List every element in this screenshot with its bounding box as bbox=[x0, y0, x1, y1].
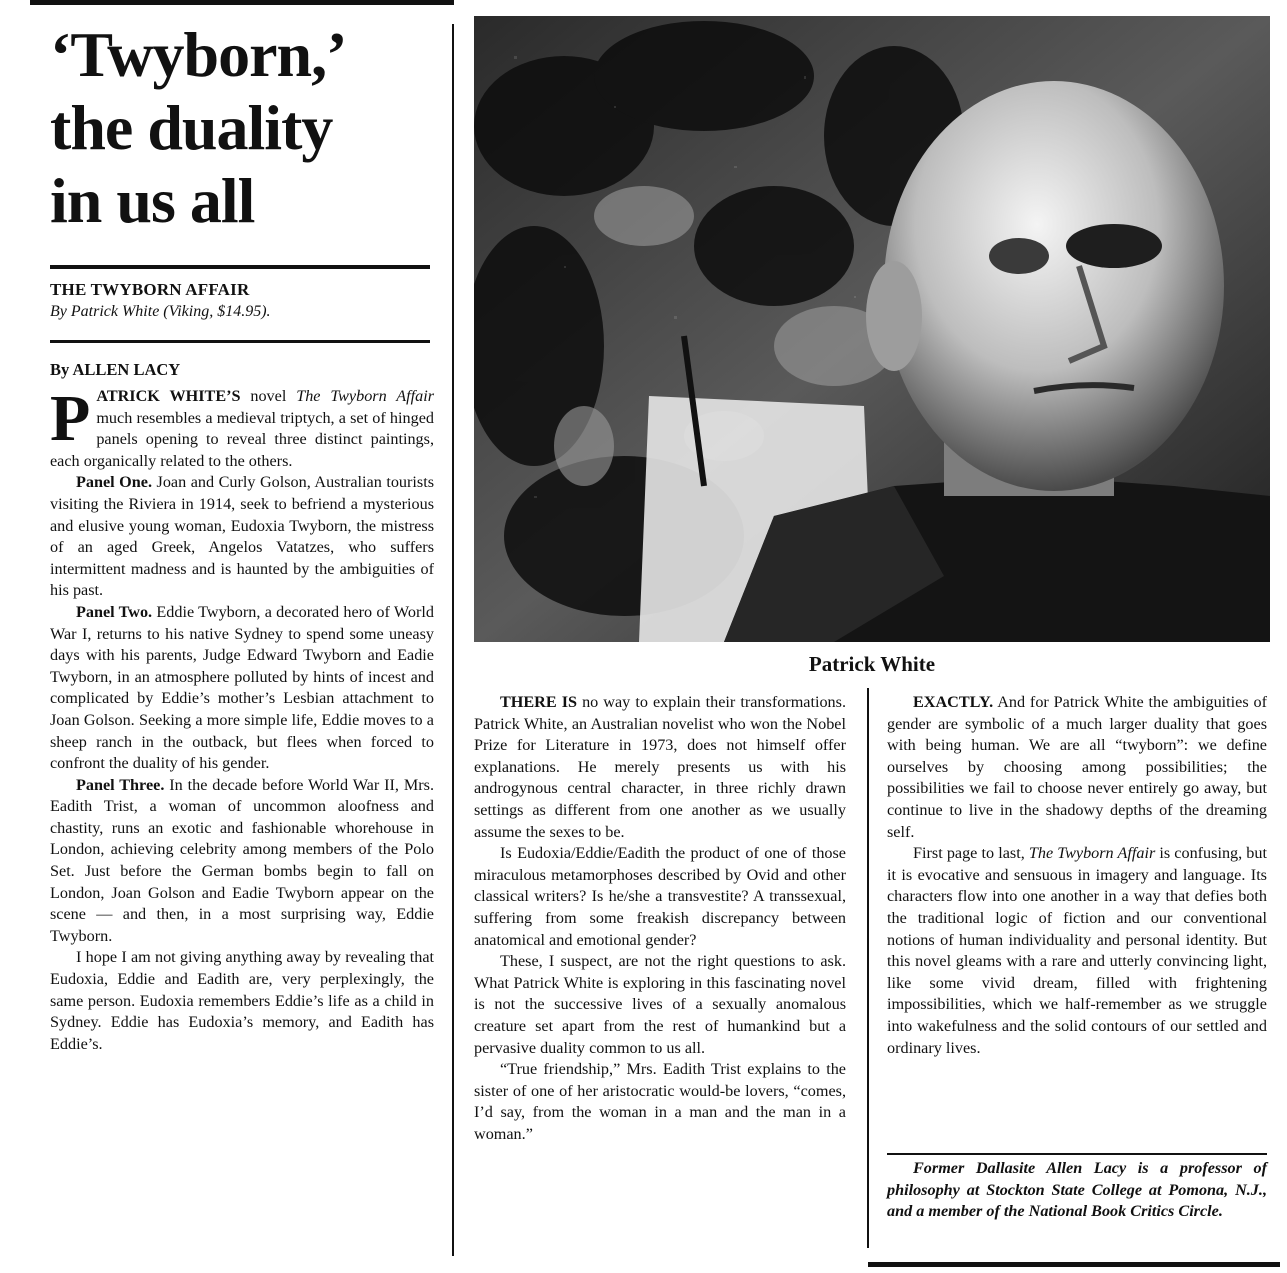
paragraph: Is Eudoxia/Eddie/Eadith the product of one of those miraculous metamorphoses described by Ovid and other classical writers? Is he/she a transvestite? A transsexual, suffering from some freakish discrepancy between anatomical and emotional gender? bbox=[474, 844, 846, 949]
paragraph: Panel Two. Eddie Twyborn, a decorated hero of World War I, returns to his native Sydney to spend some uneasy days with his parents, Judge Edward Twyborn and Eadie Twyborn, in an atmosphere polluted by hints of incest and complicated by Eddie’s mother’s Lesbian attachment to Joan Golson. Seeking a more simple life, Eddie moves to a sheep ranch in the outback, but flees when forced to confront the duality of his gender. bbox=[50, 602, 434, 773]
column-divider-right bbox=[867, 688, 869, 1248]
headline-rule bbox=[50, 265, 430, 269]
paragraph: I hope I am not giving anything away by revealing that Eudoxia, Eddie and Eadith are, very perplexingly, the same person. Eudoxia remembers Eddie’s life as a child in Sydney. Eddie has Eudoxia’s memory, and Eadith has Eddie’s. bbox=[50, 948, 434, 1053]
author-note-rule bbox=[887, 1153, 1267, 1155]
paragraph: PATRICK WHITE’S novel The Twyborn Affair much resembles a medieval triptych, a set of hinged panels opening to reveal three distinct paintings, each organically related to the others. bbox=[50, 382, 435, 470]
article-column-3 bbox=[887, 692, 1267, 1059]
headline-line-2: the duality bbox=[50, 92, 333, 163]
paragraph: These, I suspect, are not the right questions to ask. What Patrick White is exploring in this fascinating novel is not the successive lives of a sexually anomalous creature set apart from the rest of humankind but a pervasive duality common to us all. bbox=[474, 952, 846, 1057]
paragraph: First page to last, The Twyborn Affair is confusing, but it is evocative and sensuous in imagery and language. Its characters flow into one another in a way that defies both the traditional logic of fiction and our conventional notions of human individuality and personal identity. But this novel gleams with a rare and utterly convincing light, like some vivid dream, filled with frightening impossibilities, which we half-remember as we struggle into wakefulness and the solid contours of our settled and ordinary lives. bbox=[887, 844, 1267, 1057]
headline bbox=[50, 18, 450, 237]
paragraph: THERE IS no way to explain their transformations. Patrick White, an Australian novelist who won the Nobel Prize for Literature in 1973, does not himself offer explanations. He merely presents us with his androgynous central character, in three richly drawn settings as different from one another as we usually assume the sexes to be. bbox=[474, 693, 847, 841]
column-divider-left bbox=[452, 24, 454, 1256]
headline-line-3: in us all bbox=[50, 165, 255, 236]
photo-caption: Patrick White bbox=[808, 652, 936, 676]
book-byline: By Patrick White (Viking, $14.95). bbox=[50, 303, 271, 320]
paragraph: Panel Three. In the decade before World War II, Mrs. Eadith Trist, a woman of uncommon aloofness and chastity, runs an exotic and fashionable whorehouse in London, achieving celebrity among members of the Polo Set. Just before the German bombs begin to fall on London, Joan Golson and Eadie Twyborn appear on the scene — and then, in a most surprising way, Eddie Twyborn. bbox=[50, 775, 434, 945]
portrait-photo bbox=[474, 16, 1270, 642]
article-column-1 bbox=[50, 382, 435, 1055]
headline-line-1: ‘Twyborn,’ bbox=[50, 19, 347, 90]
author-byline: By ALLEN LACY bbox=[50, 360, 181, 379]
top-rule bbox=[30, 0, 454, 5]
article-column-2 bbox=[474, 692, 846, 1145]
book-info-rule bbox=[50, 340, 430, 343]
bottom-rule bbox=[868, 1262, 1280, 1267]
author-note-text: Former Dallasite Allen Lacy is a professor of philosophy at Stockton State College at Pomona, N.J., and a member of the National Book Critics Circle. bbox=[887, 1159, 1267, 1221]
paragraph: Panel One. Joan and Curly Golson, Australian tourists visiting the Riviera in 1914, seek to befriend a mysterious and elusive young woman, Eudoxia Twyborn, the mistress of an aged Greek, Angelos Vatatzes, who suffers intermittent madness and is haunted by the ambiguities of his past. bbox=[50, 473, 435, 600]
book-title: THE TWYBORN AFFAIR bbox=[50, 280, 250, 299]
author-note bbox=[887, 1158, 1267, 1223]
drop-cap: P bbox=[50, 382, 91, 455]
paragraph: “True friendship,” Mrs. Eadith Trist explains to the sister of one of her aristocratic would-be lovers, “comes, I’d say, from the woman in a man and the man in a woman.” bbox=[474, 1060, 846, 1143]
paragraph: EXACTLY. And for Patrick White the ambiguities of gender are symbolic of a much larger duality that goes with being human. We are all “twyborn”: we define ourselves by choosing among possibilities; the possibilities we fail to choose never entirely go away, but continue to live in the shadowy depths of the dreaming self. bbox=[887, 693, 1267, 841]
